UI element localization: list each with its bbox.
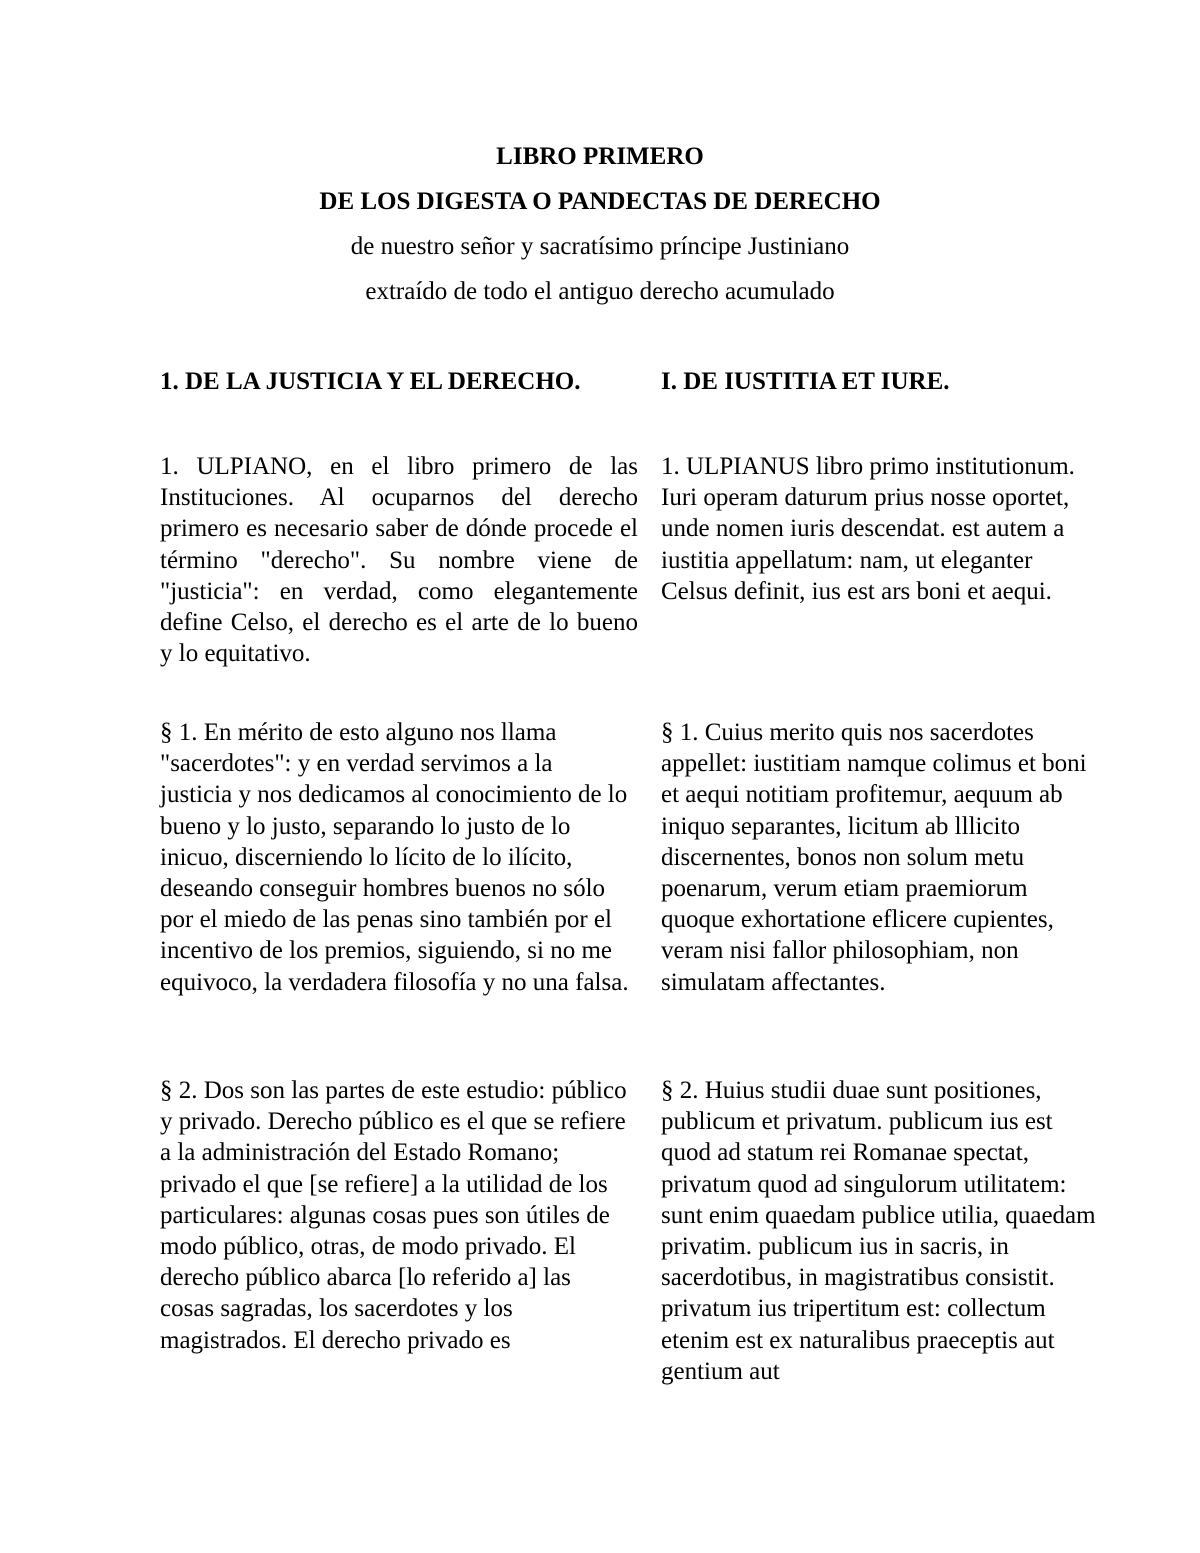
spanish-paragraph: § 2. Dos son las partes de este estudio: público y privado. Derecho público es el que se refiere a la administración del Estado Romano; privado el que [se refiere] a la utilidad de los particulares: algunas cosas pues son útiles de modo público, otras, de modo privado. El derecho público abarca [lo referido a] las cosas sagradas, los sacerdotes y los magistrados. El derecho privado es bbox=[160, 1077, 627, 1354]
subtitle-line-2: extraído de todo el antiguo derecho acumulado bbox=[365, 278, 835, 305]
latin-section-heading: I. DE IUSTITIA ET IURE. bbox=[661, 368, 950, 395]
latin-paragraph: 1. ULPIANUS libro primo institutionum. Iuri operam daturum prius nosse oportet, unde nomen iuris descendat. est autem a iustitia appellatum: nam, ut eleganter Celsus definit, ius est ars boni et aequi. bbox=[661, 453, 1075, 605]
work-title: DE LOS DIGESTA O PANDECTAS DE DERECHO bbox=[319, 188, 881, 215]
latin-paragraph: § 2. Huius studii duae sunt positiones, publicum et privatum. publicum ius est quod ad statum rei Romanae spectat, privatum quod ad singulorum utilitatem: sunt enim quaedam publice utilia, quaedam privatim. publicum ius in sacris, in sacerdotibus, in magistratibus consistit. privatum ius tripertitum est: collectum etenim est ex naturalibus praeceptis aut gentium aut bbox=[661, 1077, 1096, 1385]
spanish-section-heading: 1. DE LA JUSTICIA Y EL DERECHO. bbox=[160, 368, 581, 395]
latin-paragraph: § 1. Cuius merito quis nos sacerdotes appellet: iustitiam namque colimus et boni et aequi notitiam profitemur, aequum ab iniquo separantes, licitum ab lllicito discernentes, bonos non solum metu poenarum, verum etiam praemiorum quoque exhortatione eflicere cupientes, veram nisi fallor philosophiam, non simulatam affectantes. bbox=[661, 719, 1087, 996]
book-title: LIBRO PRIMERO bbox=[496, 143, 704, 170]
spanish-paragraph: 1. ULPIANO, en el libro primero de las Instituciones. Al ocuparnos del derecho primero es necesario saber de dónde procede el término "derecho". Su nombre viene de "justicia": en verdad, como elegantemente define Celso, el derecho es el arte de lo bueno y lo equitativo. bbox=[160, 453, 638, 668]
spanish-paragraph: § 1. En mérito de esto alguno nos llama "sacerdotes": y en verdad servimos a la justicia y nos dedicamos al conocimiento de lo bueno y lo justo, separando lo justo de lo inicuo, discerniendo lo lícito de lo ilícito, deseando conseguir hombres buenos no sólo por el miedo de las penas sino también por el incentivo de los premios, siguiendo, si no me equivoco, la verdadera filosofía y no una falsa. bbox=[160, 719, 629, 996]
subtitle-line-1: de nuestro señor y sacratísimo príncipe Justiniano bbox=[350, 233, 850, 260]
title-block bbox=[0, 144, 1200, 304]
